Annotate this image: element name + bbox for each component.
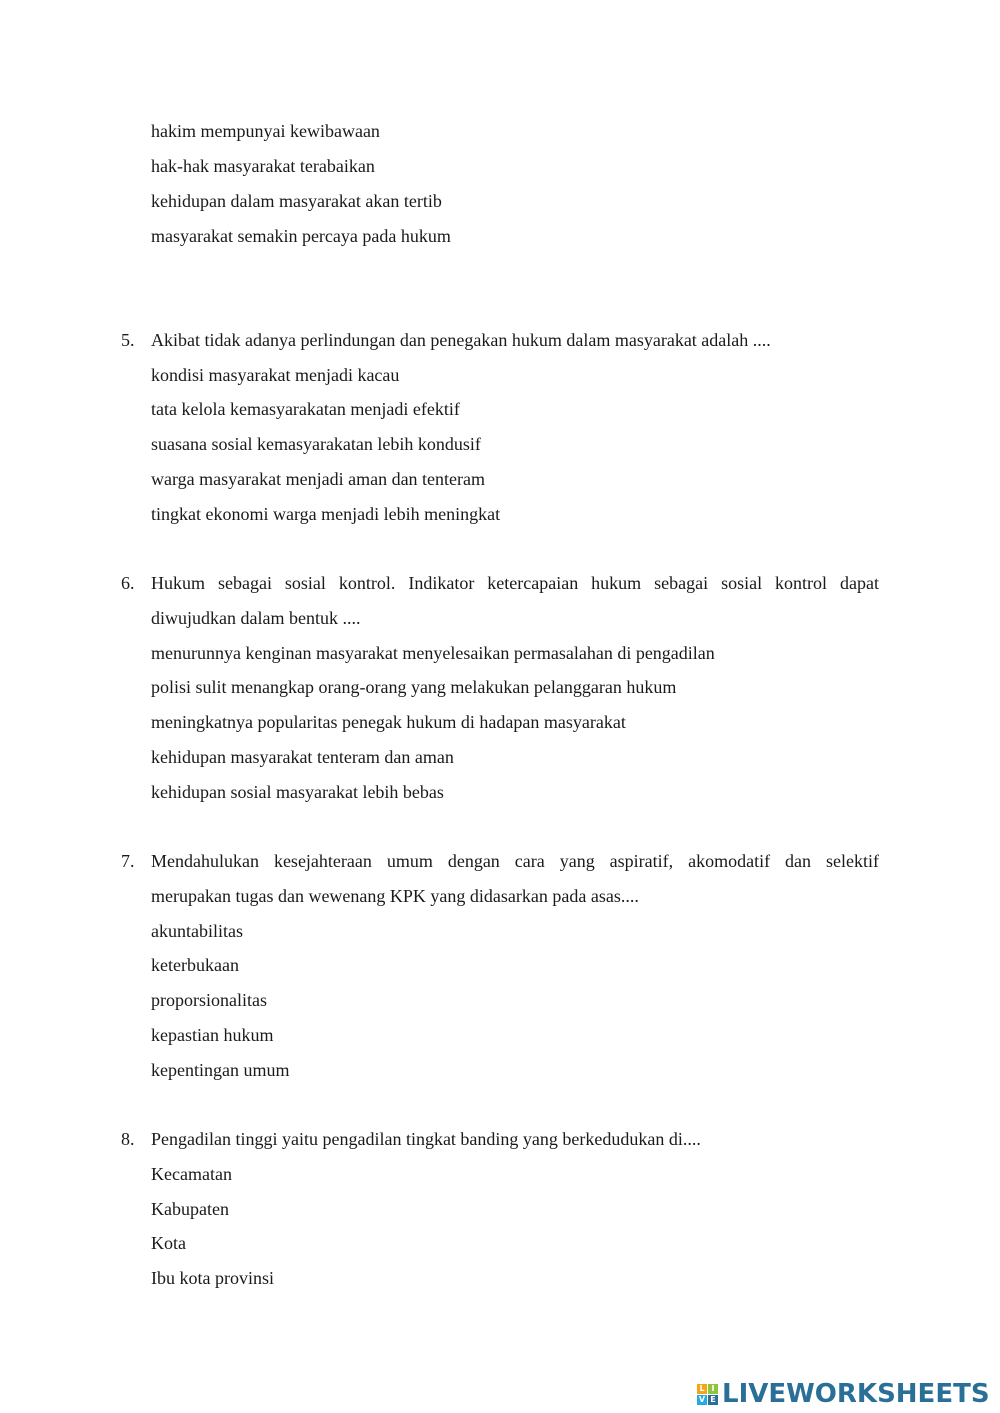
question-7-text-line-2: merupakan tugas dan wewenang KPK yang didasarkan pada asas.... xyxy=(151,886,639,906)
question-8-option-c: Kota xyxy=(151,1233,186,1253)
question-6-text-line-2: diwujudkan dalam bentuk .... xyxy=(151,608,361,628)
question-5-option-c: suasana sosial kemasyarakatan lebih kondusif xyxy=(151,434,481,454)
question-5-text: Akibat tidak adanya perlindungan dan penegakan hukum dalam masyarakat adalah .... xyxy=(151,330,771,350)
option-top-2: hak-hak masyarakat terabaikan xyxy=(151,156,375,176)
question-6-text-line-1: Hukum sebagai sosial kontrol. Indikator ketercapaian hukum sebagai sosial kontrol dapat xyxy=(151,573,879,593)
option-top-4: masyarakat semakin percaya pada hukum xyxy=(151,226,451,246)
logo-letter-e: E xyxy=(708,1395,718,1405)
question-6-option-e: kehidupan sosial masyarakat lebih bebas xyxy=(151,782,444,802)
question-8-number: 8. xyxy=(121,1129,135,1149)
question-7-text-line-1: Mendahulukan kesejahteraan umum dengan cara yang aspiratif, akomodatif dan selektif xyxy=(151,851,879,871)
question-7-option-b: keterbukaan xyxy=(151,955,239,975)
logo-letter-i: I xyxy=(708,1384,718,1394)
question-5-option-e: tingkat ekonomi warga menjadi lebih meningkat xyxy=(151,504,501,524)
question-7-option-d: kepastian hukum xyxy=(151,1025,274,1045)
question-8-option-d: Ibu kota provinsi xyxy=(151,1268,274,1288)
logo-letter-l: L xyxy=(697,1384,707,1394)
question-8-option-b: Kabupaten xyxy=(151,1199,229,1219)
liveworksheets-wordmark: LIVEWORKSHEETS xyxy=(722,1379,990,1409)
question-5-option-d: warga masyarakat menjadi aman dan tenteram xyxy=(151,469,486,489)
question-5-option-a: kondisi masyarakat menjadi kacau xyxy=(151,365,400,385)
question-7-number: 7. xyxy=(121,851,135,871)
option-top-1: hakim mempunyai kewibawaan xyxy=(151,121,380,141)
question-6-option-d: kehidupan masyarakat tenteram dan aman xyxy=(151,747,454,767)
liveworksheets-logo-icon xyxy=(697,1384,718,1405)
option-top-3: kehidupan dalam masyarakat akan tertib xyxy=(151,191,442,211)
question-7-option-c: proporsionalitas xyxy=(151,990,267,1010)
question-6-option-b: polisi sulit menangkap orang-orang yang melakukan pelanggaran hukum xyxy=(151,677,677,697)
question-6-option-a: menurunnya kenginan masyarakat menyelesaikan permasalahan di pengadilan xyxy=(151,643,715,663)
question-6-number: 6. xyxy=(121,573,135,593)
question-5-option-b: tata kelola kemasyarakatan menjadi efektif xyxy=(151,399,460,419)
question-6-option-c: meningkatnya popularitas penegak hukum di hadapan masyarakat xyxy=(151,712,626,732)
question-8-option-a: Kecamatan xyxy=(151,1164,232,1184)
liveworksheets-brand xyxy=(697,1379,990,1409)
question-5-number: 5. xyxy=(121,330,135,350)
question-8-text: Pengadilan tinggi yaitu pengadilan tingkat banding yang berkedudukan di.... xyxy=(151,1129,701,1149)
logo-letter-v: V xyxy=(698,1394,706,1404)
question-7-option-e: kepentingan umum xyxy=(151,1060,290,1080)
question-7-option-a: akuntabilitas xyxy=(151,921,243,941)
